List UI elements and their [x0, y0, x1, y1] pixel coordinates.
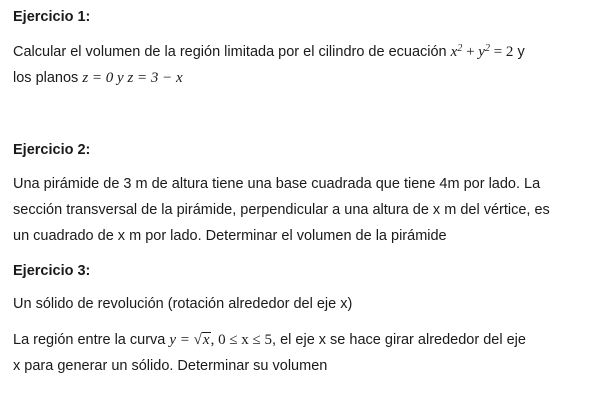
plane-equation-1: z = 0	[82, 70, 114, 86]
exercise-2-title: Ejercicio 2:	[13, 142, 91, 158]
exercise-1-title: Ejercicio 1:	[13, 9, 91, 25]
exercise-2-statement: Una pirámide de 3 m de altura tiene una base cuadrada que tiene 4m por lado. La sección transversal de la pirámide, perpendicular a una altura de x m del vértice, es un cuadrado de x m por lado. Determinar el volumen de la pirámide	[13, 176, 550, 244]
exercise-3-statement: La región entre la curva y = √x, 0 ≤ x ≤ 5, el eje x se hace girar alrededor del eje x para generar un sólido. Determinar su volumen	[13, 327, 588, 379]
cylinder-equation: $x^2 + y^2 = 2$	[450, 43, 514, 60]
exercise-1-statement: Calcular el volumen de la región limitada por el cilindro de ecuación $x^2 + y^2 = 2$ y los planos z = 0 y z = 3 − x	[13, 43, 525, 86]
plane-conjunction: y	[113, 70, 128, 86]
square-root: √x	[193, 332, 210, 348]
exercise-3-title: Ejercicio 3:	[13, 263, 91, 279]
curve-equation: y = √x, 0 ≤ x ≤ 5	[169, 332, 272, 348]
exercise-3-intro: Un sólido de revolución (rotación alrededor del eje x)	[13, 296, 353, 312]
plane-equation-2: z = 3 − x	[127, 70, 183, 86]
curve-domain: , 0 ≤ x ≤ 5	[210, 332, 273, 348]
exercise-1-text: Calcular el volumen de la región limitada por el cilindro de ecuación	[13, 44, 451, 60]
